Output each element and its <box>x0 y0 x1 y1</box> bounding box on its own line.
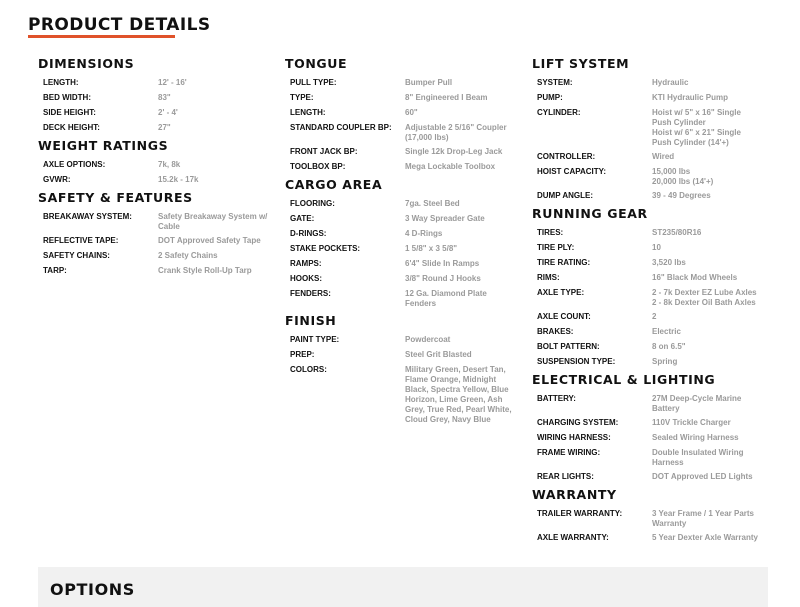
spec-value: 7ga. Steel Bed <box>405 199 460 208</box>
spec-label: TIRES: <box>537 228 564 237</box>
page-title: PRODUCT DETAILS <box>28 15 211 35</box>
spec-value: 110V Trickle Charger <box>652 418 731 427</box>
spec-label: REAR LIGHTS: <box>537 472 594 481</box>
spec-row <box>537 227 772 239</box>
spec-row <box>537 92 772 104</box>
spec-value: Powdercoat <box>405 335 451 344</box>
spec-value: Mega Lockable Toolbox <box>405 162 496 171</box>
spec-label: AXLE COUNT: <box>537 312 591 321</box>
spec-row <box>537 287 772 308</box>
spec-value: 2 Safety Chains <box>158 251 218 260</box>
spec-value: 83" <box>158 93 171 102</box>
spec-value: Electric <box>652 327 681 336</box>
spec-value: DOT Approved LED Lights <box>652 472 753 481</box>
spec-value: 5 Year Dexter Axle Warranty <box>652 533 758 542</box>
spec-row <box>537 447 772 468</box>
spec-label: STAKE POCKETS: <box>290 244 361 253</box>
spec-row <box>537 107 772 148</box>
spec-section-cargo-area <box>285 176 525 309</box>
spec-row <box>537 257 772 269</box>
spec-value: 15,000 lbs 20,000 lbs (14'+) <box>652 167 714 186</box>
spec-value: Crank Style Roll-Up Tarp <box>158 266 252 275</box>
spec-row <box>290 77 525 89</box>
spec-value: Steel Grit Blasted <box>405 350 472 359</box>
spec-row <box>537 326 772 338</box>
spec-row <box>43 107 278 119</box>
spec-label: RIMS: <box>537 273 560 282</box>
spec-row <box>290 334 525 346</box>
spec-row <box>290 349 525 361</box>
spec-row <box>290 107 525 119</box>
spec-row <box>290 364 525 425</box>
spec-row <box>43 122 278 134</box>
spec-value: 2 - 7k Dexter EZ Lube Axles 2 - 8k Dexter Oil Bath Axles <box>652 288 757 307</box>
spec-value: Hydraulic <box>652 78 689 87</box>
spec-section-finish <box>285 312 525 425</box>
spec-row <box>537 508 772 529</box>
spec-value: 12' - 16' <box>158 78 187 87</box>
section-heading: DIMENSIONS <box>38 56 135 71</box>
spec-row <box>290 122 525 143</box>
spec-row <box>537 356 772 368</box>
spec-label: RAMPS: <box>290 259 322 268</box>
spec-value: 2' - 4' <box>158 108 178 117</box>
spec-value: 4 D-Rings <box>405 229 443 238</box>
spec-value: 10 <box>652 243 661 252</box>
spec-row <box>290 258 525 270</box>
spec-label: WIRING HARNESS: <box>537 433 611 442</box>
spec-row <box>537 242 772 254</box>
spec-section-safety-features <box>38 189 278 277</box>
spec-row <box>290 243 525 255</box>
options-heading: OPTIONS <box>50 580 135 599</box>
spec-value: 27M Deep-Cycle Marine Battery <box>652 394 742 413</box>
spec-value: 2 <box>652 312 657 321</box>
section-heading: SAFETY & FEATURES <box>38 190 193 205</box>
spec-label: TOOLBOX BP: <box>290 162 346 171</box>
spec-value: 27" <box>158 123 171 132</box>
section-heading: ELECTRICAL & LIGHTING <box>532 372 716 387</box>
spec-value: DOT Approved Safety Tape <box>158 236 261 245</box>
spec-row <box>290 228 525 240</box>
spec-row <box>290 213 525 225</box>
spec-row <box>290 288 525 309</box>
spec-row <box>43 77 278 89</box>
spec-value: 12 Ga. Diamond Plate Fenders <box>405 289 487 308</box>
spec-value: 15.2k - 17k <box>158 175 199 184</box>
spec-label: CONTROLLER: <box>537 152 596 161</box>
spec-label: FRONT JACK BP: <box>290 147 358 156</box>
spec-value: KTI Hydraulic Pump <box>652 93 729 102</box>
spec-value: 3 Way Spreader Gate <box>405 214 485 223</box>
spec-label: LENGTH: <box>290 108 326 117</box>
spec-label: TYPE: <box>290 93 314 102</box>
spec-value: 8" Engineered I Beam <box>405 93 488 102</box>
spec-label: GVWR: <box>43 175 71 184</box>
spec-section-lift-system <box>532 55 772 202</box>
spec-value: 3/8" Round J Hooks <box>405 274 481 283</box>
spec-value: 39 - 49 Degrees <box>652 191 711 200</box>
spec-value: Hoist w/ 5" x 16" Single Push Cylinder Hoist w/ 6" x 21" Single Push Cylinder (14'+) <box>652 108 741 147</box>
spec-section-electrical-lighting <box>532 371 772 483</box>
spec-value: ST235/80R16 <box>652 228 702 237</box>
section-heading: CARGO AREA <box>285 177 383 192</box>
spec-label: BOLT PATTERN: <box>537 342 600 351</box>
spec-value: Double Insulated Wiring Harness <box>652 448 744 467</box>
spec-label: DUMP ANGLE: <box>537 191 593 200</box>
specs-column-3 <box>532 55 772 547</box>
spec-label: PAINT TYPE: <box>290 335 340 344</box>
spec-label: FLOORING: <box>290 199 335 208</box>
spec-label: CYLINDER: <box>537 108 581 117</box>
spec-row <box>537 432 772 444</box>
spec-row <box>290 92 525 104</box>
spec-row <box>290 273 525 285</box>
spec-value: 16" Black Mod Wheels <box>652 273 738 282</box>
spec-value: 1 5/8" x 3 5/8" <box>405 244 458 253</box>
spec-row <box>537 471 772 483</box>
section-heading: TONGUE <box>285 56 348 71</box>
options-section <box>38 567 768 607</box>
spec-label: BED WIDTH: <box>43 93 91 102</box>
spec-row <box>290 198 525 210</box>
spec-value: Single 12k Drop-Leg Jack <box>405 147 503 156</box>
spec-label: HOOKS: <box>290 274 322 283</box>
spec-row <box>537 77 772 89</box>
spec-label: TRAILER WARRANTY: <box>537 509 623 518</box>
specs-column-1 <box>38 55 278 280</box>
spec-row <box>43 250 278 262</box>
spec-value: Adjustable 2 5/16" Coupler (17,000 lbs) <box>405 123 507 142</box>
spec-value: 6'4" Slide In Ramps <box>405 259 480 268</box>
spec-label: SIDE HEIGHT: <box>43 108 96 117</box>
spec-section-warranty <box>532 486 772 544</box>
spec-row <box>43 211 278 232</box>
spec-value: 60" <box>405 108 418 117</box>
spec-label: FRAME WIRING: <box>537 448 601 457</box>
spec-row <box>290 161 525 173</box>
spec-label: FENDERS: <box>290 289 331 298</box>
spec-label: BATTERY: <box>537 394 576 403</box>
spec-row <box>43 174 278 186</box>
title-underline <box>28 35 175 38</box>
spec-label: STANDARD COUPLER BP: <box>290 123 392 132</box>
spec-label: HOIST CAPACITY: <box>537 167 607 176</box>
spec-label: PUMP: <box>537 93 563 102</box>
spec-section-running-gear <box>532 205 772 368</box>
spec-value: Spring <box>652 357 678 366</box>
spec-row <box>43 92 278 104</box>
spec-label: AXLE WARRANTY: <box>537 533 609 542</box>
spec-value: Safety Breakaway System w/ Cable <box>158 212 268 231</box>
spec-value: Bumper Pull <box>405 78 453 87</box>
spec-row <box>537 272 772 284</box>
spec-label: DECK HEIGHT: <box>43 123 100 132</box>
spec-value: 7k, 8k <box>158 160 181 169</box>
spec-row <box>537 341 772 353</box>
spec-label: BRAKES: <box>537 327 574 336</box>
spec-value: Sealed Wiring Harness <box>652 433 739 442</box>
spec-row <box>290 146 525 158</box>
spec-label: GATE: <box>290 214 315 223</box>
spec-label: SAFETY CHAINS: <box>43 251 110 260</box>
spec-label: REFLECTIVE TAPE: <box>43 236 119 245</box>
spec-value: 8 on 6.5" <box>652 342 686 351</box>
spec-value: Military Green, Desert Tan, Flame Orange, Midnight Black, Spectra Yellow, Blue Horizon, Lime Green, Ash Grey, True Red, Pearl White, Cloud Grey, Navy Blue <box>405 365 512 424</box>
spec-label: AXLE TYPE: <box>537 288 585 297</box>
spec-row <box>537 151 772 163</box>
section-heading: FINISH <box>285 313 337 328</box>
section-heading: WEIGHT RATINGS <box>38 138 169 153</box>
spec-row <box>537 532 772 544</box>
spec-row <box>537 417 772 429</box>
section-heading: WARRANTY <box>532 487 617 502</box>
spec-label: TIRE PLY: <box>537 243 575 252</box>
spec-label: PULL TYPE: <box>290 78 337 87</box>
spec-label: D-RINGS: <box>290 229 327 238</box>
spec-row <box>537 393 772 414</box>
spec-label: AXLE OPTIONS: <box>43 160 106 169</box>
spec-label: SYSTEM: <box>537 78 573 87</box>
spec-label: LENGTH: <box>43 78 79 87</box>
spec-label: CHARGING SYSTEM: <box>537 418 619 427</box>
spec-row <box>537 190 772 202</box>
spec-label: TIRE RATING: <box>537 258 591 267</box>
spec-row <box>537 166 772 187</box>
section-heading: RUNNING GEAR <box>532 206 648 221</box>
spec-row <box>537 311 772 323</box>
spec-label: PREP: <box>290 350 315 359</box>
specs-column-2 <box>285 55 525 428</box>
spec-section-tongue <box>285 55 525 173</box>
spec-section-weight-ratings <box>38 137 278 186</box>
section-heading: LIFT SYSTEM <box>532 56 630 71</box>
spec-row <box>43 159 278 171</box>
spec-value: 3,520 lbs <box>652 258 686 267</box>
spec-label: COLORS: <box>290 365 327 374</box>
spec-label: TARP: <box>43 266 67 275</box>
spec-value: Wired <box>652 152 675 161</box>
spec-value: 3 Year Frame / 1 Year Parts Warranty <box>652 509 755 528</box>
spec-section-dimensions <box>38 55 278 134</box>
spec-row <box>43 235 278 247</box>
spec-label: BREAKAWAY SYSTEM: <box>43 212 132 221</box>
spec-label: SUSPENSION TYPE: <box>537 357 616 366</box>
spec-row <box>43 265 278 277</box>
